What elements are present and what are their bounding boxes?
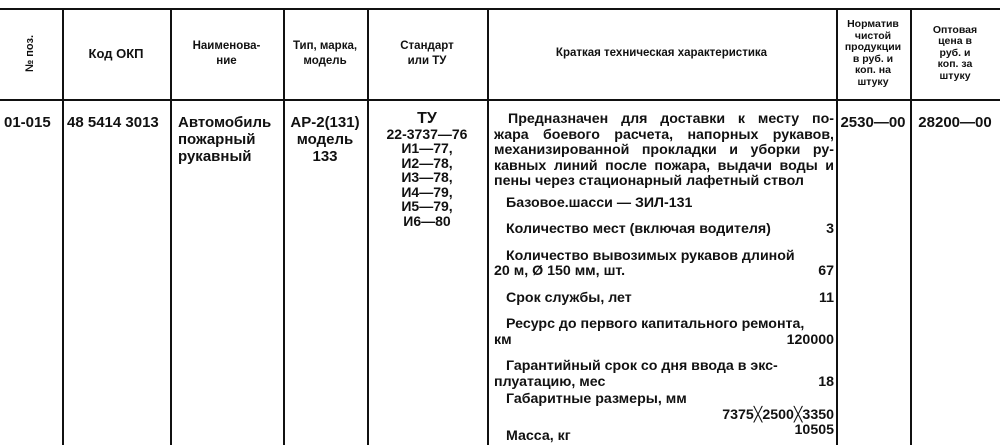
header-norm-line: в руб. и [852,52,894,65]
header-price-line: штуку [939,69,971,82]
spec-warranty-label: плуатацию, мес [494,373,606,390]
spec-hoses-row [494,264,834,280]
spec-resource-row [494,333,834,349]
description-line: Предназначен для доставки к месту по- [508,111,834,127]
row-standard-line: И3—78, [401,169,453,185]
row-standard-line: 22-3737—76 [386,125,468,142]
spec-warranty [494,359,834,390]
spec-seats [494,222,834,238]
spec-resource-value: 120000 [786,331,834,348]
spec-mass [494,423,834,445]
header-norm-line: Норматив [847,18,899,30]
header-pos: № поз. [24,34,37,73]
spec-life [494,291,834,307]
row-standard-line: И5—79, [401,198,453,214]
spec-resource-label: км [494,331,512,348]
header-standard-line: или ТУ [407,54,447,67]
header-type-line: модель [303,54,347,67]
header-standard-line: Стандарт [400,39,454,52]
header-norm-line: чистой [854,29,892,42]
description-line: жара боевого расчета, напорных рукавов, [494,126,834,143]
header-type-line: Тип, марка, [292,39,358,52]
header-price-line: коп. за [937,58,973,71]
spec-resource-label: Ресурс до первого капитального ремонта, [506,316,805,332]
spec-dims-value: 7375╳2500╳3350 [722,406,834,423]
row-name-line: Автомобиль [178,114,272,131]
description-line: механизированной прокладки и уборки ру- [494,142,834,158]
description-line: кавных линий после пожара, выдачи воды и [494,157,834,174]
header-price [910,8,1000,99]
header-price-line: цена в [938,35,972,48]
spec-dims [494,392,834,423]
header-norm-line: продукции [844,41,902,53]
spec-hoses-label: Количество вывозимых рукавов длиной [506,247,795,264]
row-name-line: рукавный [178,148,252,165]
spec-mass-value: 10505 [794,422,834,438]
spec-hoses-label: 20 м, Ø 150 мм, шт. [494,263,626,279]
row-okp: 48 5414 3013 [67,114,159,131]
header-bottom-border [0,99,1000,101]
header-norm [836,8,910,99]
row-type-line: модель 133 [296,131,354,165]
header-okp-label: Код ОКП [88,46,144,61]
row-standard-line: ТУ [417,110,437,127]
spec-life-label: Срок службы, лет [506,289,632,306]
row-description [494,112,834,445]
spec-mass-row [506,423,834,445]
spec-life-value: 11 [819,289,834,306]
row-type [283,114,367,165]
header-price-line: Оптовая [932,23,978,36]
spec-warranty-row [494,375,834,391]
spec-seats-label: Количество мест (включая водителя) [506,221,771,237]
spec-chassis: Базовое.шасси — ЗИЛ-131 [506,194,693,211]
row-name-line: пожарный [178,131,256,148]
spec-seats-value: 3 [826,221,834,237]
row-pos: 01-015 [4,114,51,131]
row-price: 28200—00 [918,114,992,131]
header-norm-line: коп. на [855,64,891,76]
header-name [170,8,283,99]
spec-mass-label: Масса, кг [506,428,571,444]
header-price-line: руб. и [939,46,971,59]
spec-resource [494,317,834,348]
description-line: пены через стационарный лафетный ствол [494,173,804,189]
spec-warranty-label: Гарантийный срок со дня ввода в экс- [506,358,778,374]
row-name [178,114,271,165]
row-standard-line: И1—77, [401,140,453,156]
row-standard-line: И6—80 [403,212,451,229]
header-type [283,8,367,99]
header-norm-line: штуку [857,75,889,88]
header-okp [62,8,170,99]
spec-hoses [494,249,834,280]
header-name-line: ние [216,54,237,67]
header-description-label: Краткая техническая характеристика [555,47,768,59]
row-standard-line: И4—79, [401,183,453,200]
row-standard [367,112,487,228]
spec-hoses-value: 67 [818,263,834,279]
header-standard [367,8,487,99]
header-description [487,8,836,99]
spec-dims-label: Габаритные размеры, мм [506,391,687,407]
row-type-line: АР-2(131) [290,114,360,131]
spec-warranty-value: 18 [818,373,834,390]
row-standard-line: И2—78, [401,154,453,171]
header-name-line: Наименова- [192,39,261,52]
row-norm: 2530—00 [840,114,906,131]
